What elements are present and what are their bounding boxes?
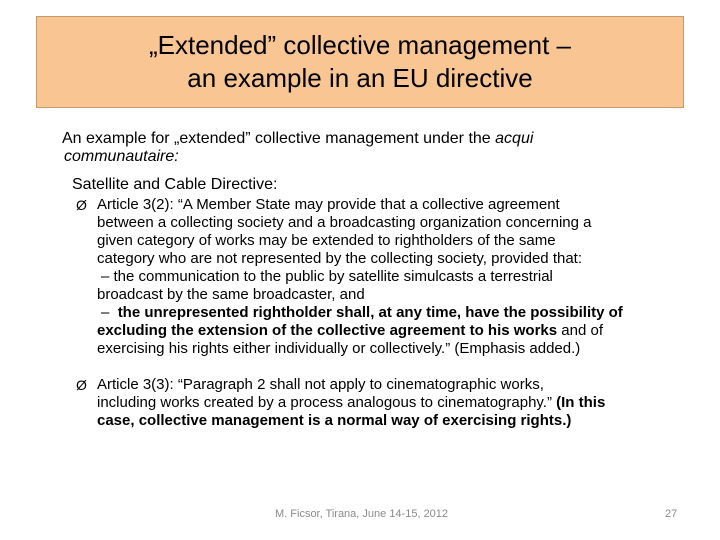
bullet-line: given category of works may be extended to rightholders of the same [97, 232, 556, 249]
bullet-line: Article 3(3): “Paragraph 2 shall not apply to cinematographic works, [97, 376, 544, 393]
bullet-line-emphasis [97, 322, 688, 340]
emphasis-text: (In this [556, 394, 606, 411]
intro-line-2 [62, 148, 702, 166]
emphasis-text: the unrepresented rightholder shall, at any time, have the possibility of [117, 304, 623, 321]
plain-text: and of [557, 322, 603, 339]
bullet-line-mixed [97, 394, 688, 412]
bullet-article-3-2 [76, 196, 688, 358]
bullet-line: between a collecting society and a broadcasting organization concerning a [97, 214, 592, 231]
bullet-line: category who are not represented by the collecting society, provided that: [97, 250, 583, 267]
directive-subheading: Satellite and Cable Directive: [72, 176, 278, 193]
slide-title-line-2: an example in an EU directive [187, 63, 533, 93]
arrow-bullet-icon: Ø [76, 197, 87, 213]
plain-text: including works created by a process analogous to cinematography.” [97, 394, 557, 411]
dash: – [101, 304, 110, 321]
bullet-line: broadcast by the same broadcaster, and [97, 286, 365, 303]
intro-italic-term-2: communautaire: [64, 148, 179, 165]
slide-title-line-1: „Extended” collective management – [148, 30, 571, 60]
intro-italic-term: acqui [495, 130, 534, 147]
title-box [36, 16, 684, 108]
bullet-line: exercising his rights either individually or collectively.” (Emphasis added.) [97, 340, 581, 357]
arrow-bullet-icon: Ø [76, 377, 87, 393]
bullet-body [97, 376, 688, 430]
emphasis-text: case, collective management is a normal way of exercising rights.) [97, 412, 572, 429]
bullet-line-emphasis [97, 304, 688, 322]
bullet-body [97, 196, 688, 358]
intro-text: An example for „extended” collective management under the [62, 130, 496, 147]
bullet-article-3-3 [76, 376, 688, 430]
emphasis-text: excluding the extension of the collective agreement to his works [97, 322, 558, 339]
intro-line-1 [62, 130, 702, 148]
bullet-line: – the communication to the public by satellite simulcasts a terrestrial [101, 268, 553, 285]
page-number: 27 [665, 508, 678, 520]
intro-paragraph [62, 130, 702, 166]
bullet-line: Article 3(2): “A Member State may provide that a collective agreement [97, 196, 560, 213]
bullet-line-emphasis [97, 412, 688, 430]
footer-source: M. Ficsor, Tirana, June 14-15, 2012 [275, 508, 449, 520]
